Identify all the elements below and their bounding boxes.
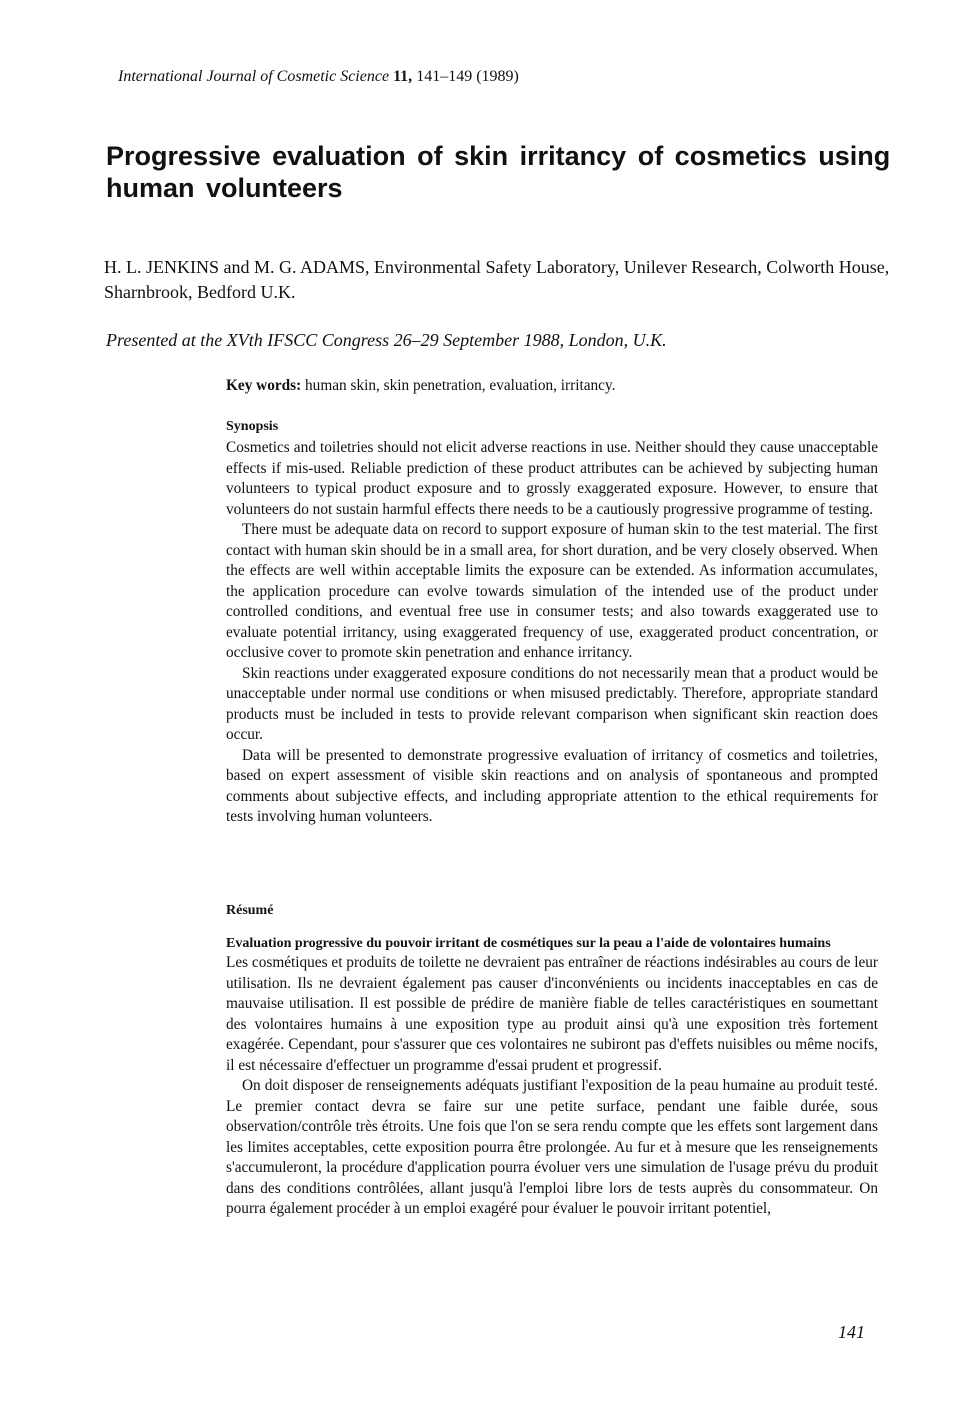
journal-volume: 11, <box>393 68 413 85</box>
journal-citation <box>118 68 519 86</box>
resume-heading: Résumé <box>226 903 274 918</box>
synopsis-paragraph: Data will be presented to demonstrate progressive evaluation of irritancy of cosmetics and toiletries, based on expert assessment of visible skin reactions and on analysis of spontaneous and prompted comments about subjective effects, and including appropriate attention to the ethical requirements for tests involving human volunteers. <box>226 746 878 825</box>
synopsis-paragraph: Skin reactions under exaggerated exposure conditions do not necessarily mean that a product would be unacceptable under normal use conditions or when misused predictably. Therefore, appropriate standard products must be included in tests to provide relevant comparison when significant skin reaction does occur. <box>226 664 878 743</box>
journal-pages: 141–149 (1989) <box>416 68 519 85</box>
page-number: 141 <box>838 1322 865 1342</box>
resume-paragraph: On doit disposer de renseignements adéquats justifiant l'exposition de la peau humaine au produit testé. Le premier contact devra se faire sur une petite surface, pendant une faible durée, sous observation/contrôle très étroits. Une fois que l'on se sera rendu compte que les effets sont largement dans les limites acceptables, cette exposition pourra être prolongée. Au fur et à mesure que les renseignements s'accumuleront, la procédure d'application pourra évoluer vers une simulation de l'usage prévu du produit dans des conditions contrôlées, allant jusqu'à l'emploi libre lors de tests auprès du consommateur. On pourra également procéder à un emploi exagéré pour évaluer le pouvoir irritant potentiel, <box>226 1077 878 1217</box>
synopsis-paragraph: Cosmetics and toiletries should not elicit adverse reactions in use. Neither should they cause unacceptable effects if mis-used. Reliable prediction of these product attributes can be achieved by subjecting human volunteers to typical product exposure and to grossly exaggerated exposure. However, to ensure that volunteers do not sustain harmful effects there needs to be a cautiously progressive programme of testing. <box>226 439 878 518</box>
synopsis-section <box>226 418 878 828</box>
keywords-label: Key words: <box>226 377 302 394</box>
synopsis-paragraph: There must be adequate data on record to support exposure of human skin to the test material. The first contact with human skin should be in a small area, for short duration, and be very closely observed. When the effects are well within acceptable limits the exposure can be extended. As information accumulates, the application procedure can evolve towards simulation of the intended use of the product under controlled conditions, and eventual free use in consumer tests; and also towards exaggerated use to evaluate potential irritancy, using exaggerated frequency of use, exaggerated product concentration, or occlusive cover to promote skin penetration and enhance irritancy. <box>226 521 878 661</box>
presented-note: Presented at the XVth IFSCC Congress 26–29 September 1988, London, U.K. <box>106 330 667 350</box>
article-title: Progressive evaluation of skin irritancy of cosmetics using human volunteers <box>106 141 891 203</box>
synopsis-heading: Synopsis <box>226 419 279 434</box>
resume-subtitle: Evaluation progressive du pouvoir irritant de cosmétiques sur la peau a l'aide de volontaires humains <box>226 936 831 951</box>
resume-section <box>226 902 878 1220</box>
journal-name: International Journal of Cosmetic Science <box>118 68 390 85</box>
keywords-text: human skin, skin penetration, evaluation, irritancy. <box>305 377 616 394</box>
author-affiliation: H. L. JENKINS and M. G. ADAMS, Environmental Safety Laboratory, Unilever Research, Colworth House, Sharnbrook, Bedford U.K. <box>104 257 890 302</box>
resume-paragraph: Les cosmétiques et produits de toilette ne devraient pas entraîner de réactions indésirables au cours de leur utilisation. Ils ne devraient également pas causer d'inconvénients ou incidents inacceptables en cas de mauvaise utilisation. Il est possible de prédire de manière fiable de telles caractéristiques en soumettant des volontaires humains à une exposition type au produit ainsi qu'à une exposition très fortement exagérée. Cependant, pour s'assurer que ces volontaires ne subiront pas d'effets nuisibles ou même nocifs, il est nécessaire d'effectuer un programme d'essai prudent et progressif. <box>226 954 878 1074</box>
keywords <box>226 376 878 397</box>
